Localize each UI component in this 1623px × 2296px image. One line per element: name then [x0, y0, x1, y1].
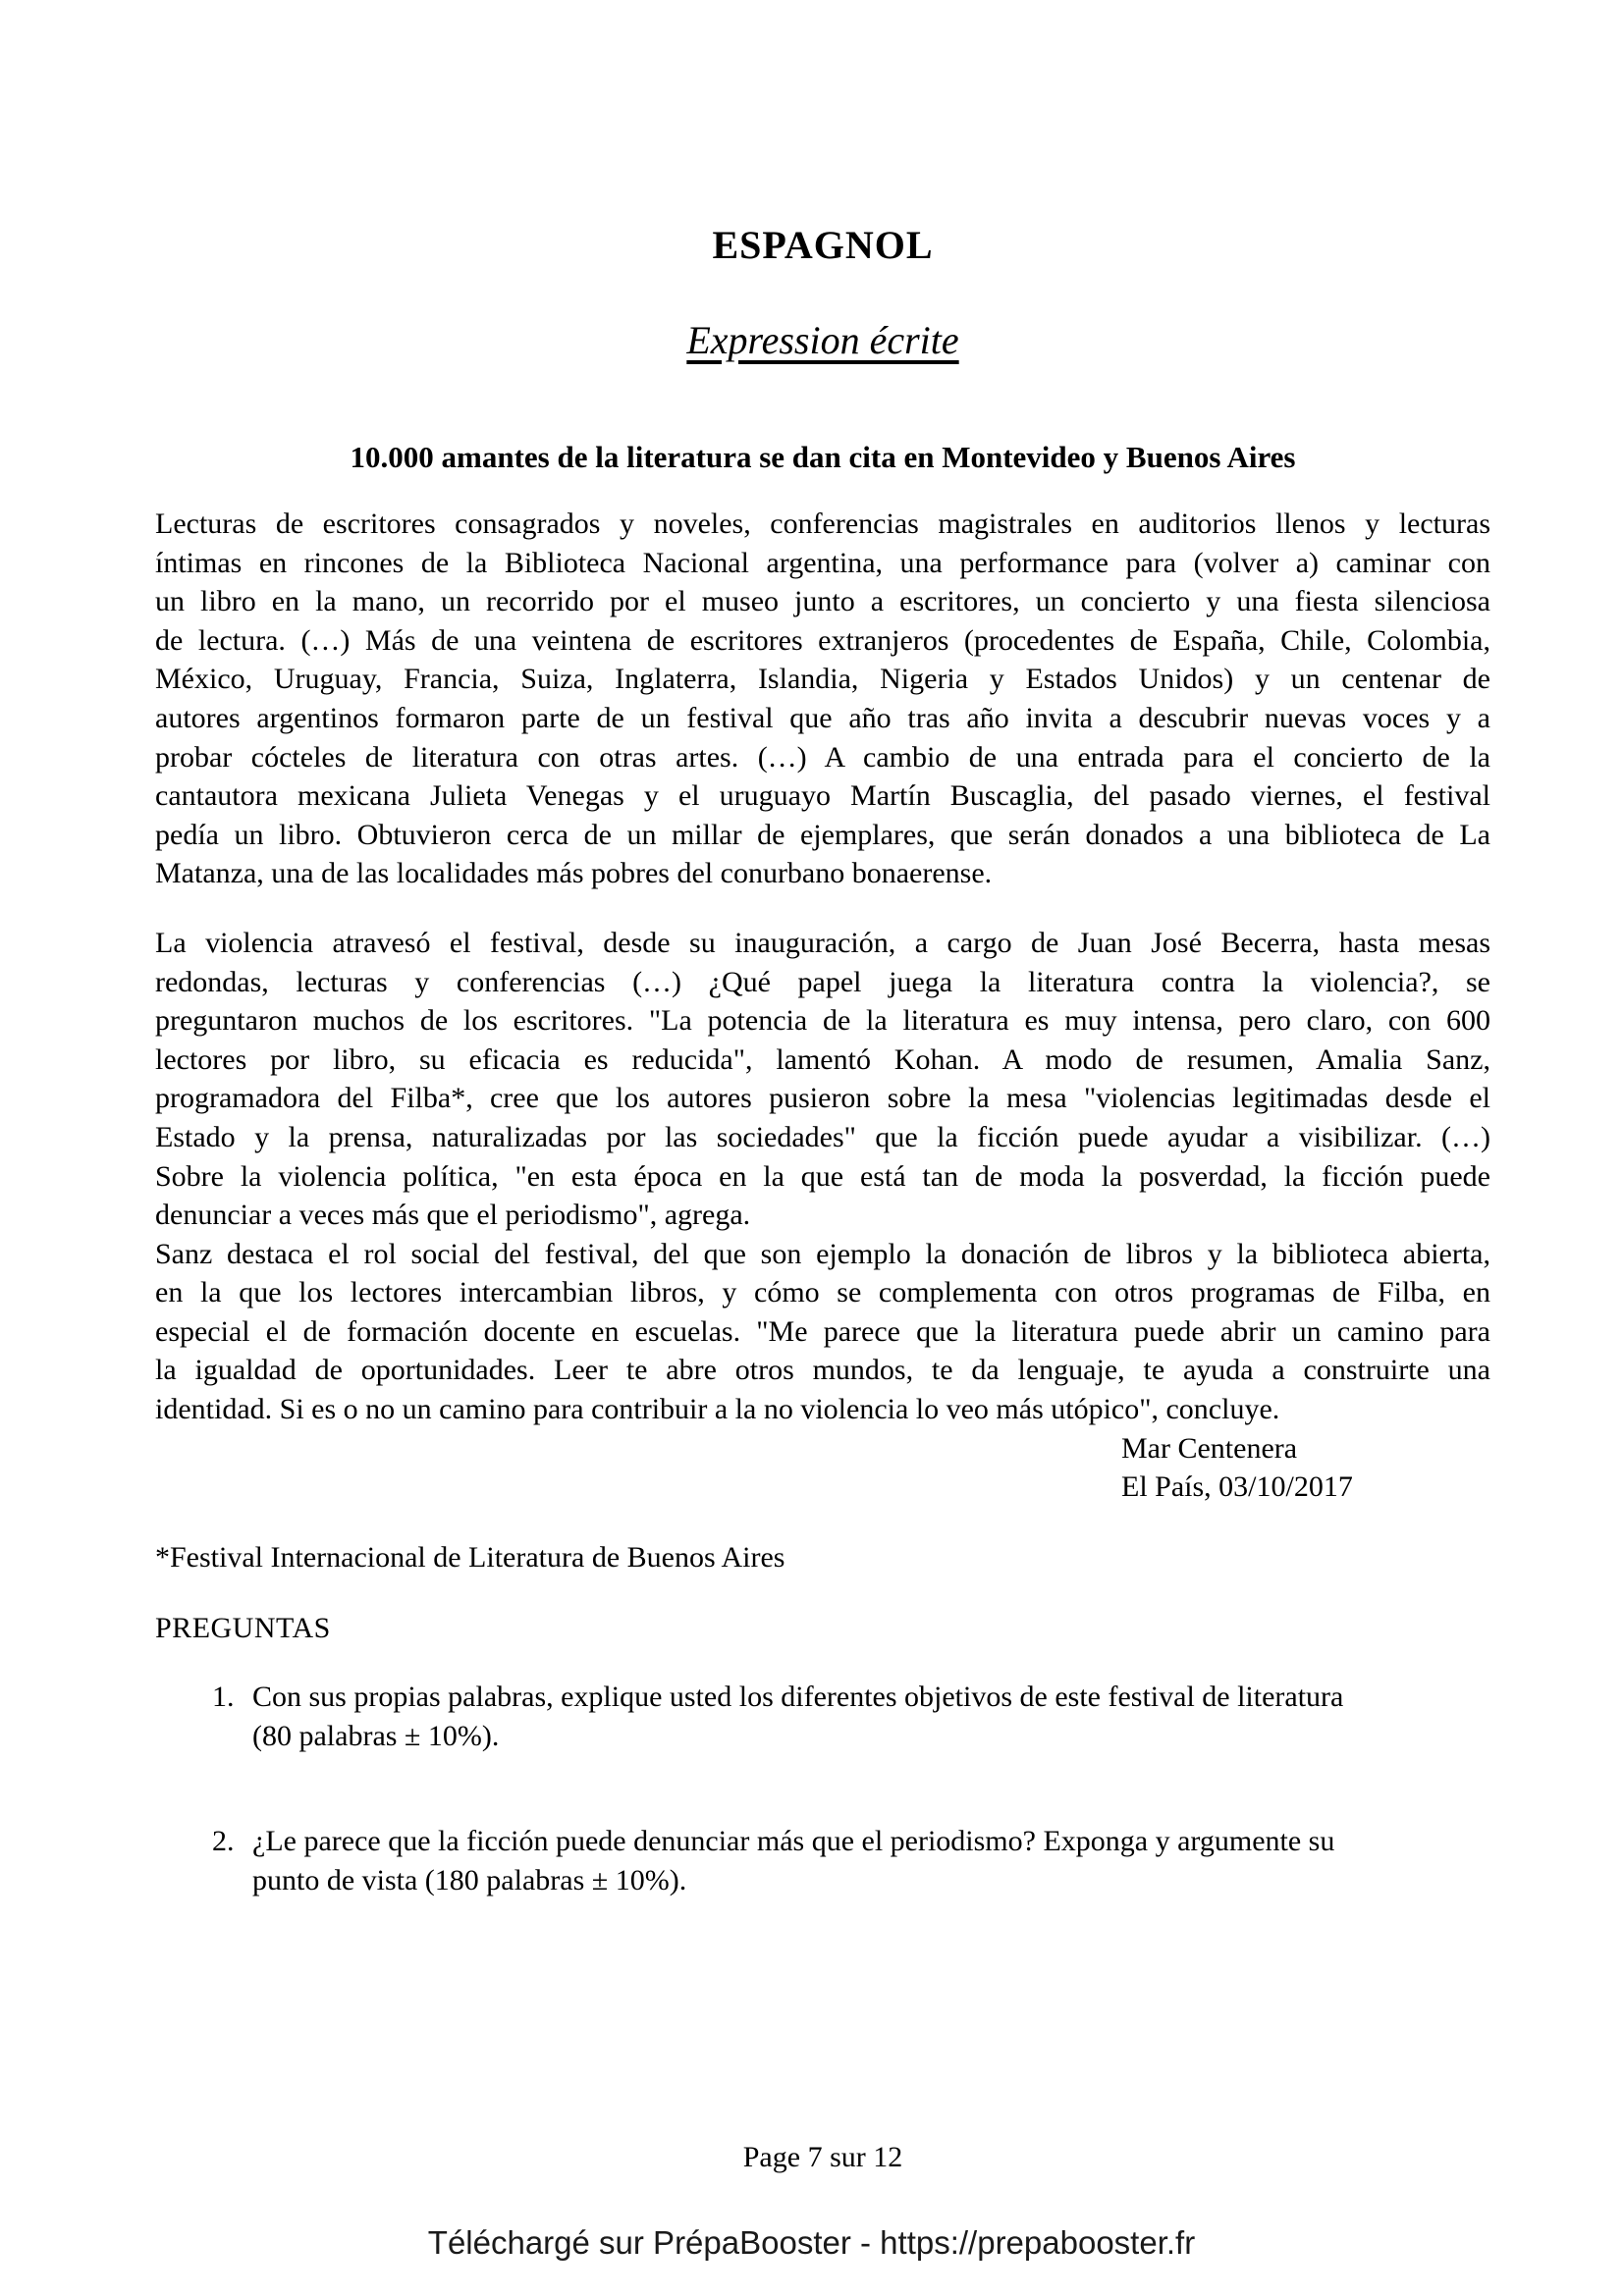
- question-item-1: [155, 1678, 1490, 1755]
- text-line: denunciar a veces más que el periodismo", agrega.: [155, 1199, 751, 1232]
- page-indicator: Page 7 sur 12: [742, 2141, 903, 2173]
- article-paragraph-1: [155, 505, 1490, 893]
- text-line: (80 palabras ± 10%).: [252, 1719, 500, 1752]
- page-title: ESPAGNOL: [712, 223, 934, 267]
- byline-author: Mar Centenera: [1121, 1431, 1298, 1465]
- text-line: en la que los lectores intercambian libros, y cómo se complementa con otros programas de Filba, en: [155, 1276, 1490, 1309]
- text-line: Matanza, una de las localidades más pobres del conurbano bonaerense.: [155, 857, 993, 890]
- article-paragraph-3: [155, 1235, 1490, 1429]
- text-line: la igualdad de oportunidades. Leer te abre otros mundos, te da lenguaje, te ayuda a construirte una: [155, 1354, 1490, 1387]
- article-paragraph-2: [155, 924, 1490, 1235]
- text-line: especial el de formación docente en escuelas. "Me parece que la literatura puede abrir un camino para: [155, 1314, 1490, 1348]
- article-title: 10.000 amantes de la literatura se dan cita en Montevideo y Buenos Aires: [350, 440, 1296, 474]
- text-line: autores argentinos formaron parte de un festival que año tras año invita a descubrir nuevas voces y a: [155, 701, 1490, 734]
- text-line: un libro en la mano, un recorrido por el museo junto a escritores, un concierto y una fiesta silenciosa: [155, 585, 1490, 618]
- question-number: 2.: [212, 1825, 235, 1858]
- question-number: 1.: [212, 1681, 235, 1714]
- text-line: redondas, lecturas y conferencias (…) ¿Qué papel juega la literatura contra la violencia?, se: [155, 965, 1490, 998]
- text-line: preguntaron muchos de los escritores. "La potencia de la literatura es muy intensa, pero claro, con 600: [155, 1004, 1490, 1038]
- text-line: ¿Le parece que la ficción puede denunciar más que el periodismo? Exponga y argumente su: [252, 1825, 1335, 1858]
- text-line: punto de vista (180 palabras ± 10%).: [252, 1863, 687, 1896]
- text-line: cantautora mexicana Julieta Venegas y el uruguayo Martín Buscaglia, del pasado viernes, el festival: [155, 779, 1490, 813]
- text-line: probar cócteles de literatura con otras artes. (…) A cambio de una entrada para el concierto de la: [155, 740, 1490, 774]
- text-line: La violencia atravesó el festival, desde su inauguración, a cargo de Juan José Becerra, hasta mesas: [155, 926, 1490, 959]
- byline: [155, 1429, 1490, 1507]
- question-text: [252, 1822, 1490, 1899]
- text-line: Sanz destaca el rol social del festival, del que son ejemplo la donación de libros y la biblioteca abierta,: [155, 1237, 1490, 1270]
- text-line: identidad. Si es o no un camino para contribuir a la no violencia lo veo más utópico", concluye.: [155, 1393, 1280, 1426]
- page-subtitle: Expression écrite: [686, 318, 959, 362]
- question-text: [252, 1678, 1490, 1755]
- text-line: México, Uruguay, Francia, Suiza, Inglaterra, Islandia, Nigeria y Estados Unidos) y un centenar de: [155, 663, 1490, 696]
- text-line: pedía un libro. Obtuvieron cerca de un millar de ejemplares, que serán donados a una biblioteca de La: [155, 818, 1490, 851]
- text-line: Sobre la violencia política, "en esta época en la que está tan de moda la posverdad, la ficción puede: [155, 1159, 1490, 1193]
- text-line: lectores por libro, su eficacia es reducida", lamentó Kohan. A modo de resumen, Amalia Sanz,: [155, 1042, 1490, 1076]
- document-content: [155, 0, 1490, 1899]
- text-line: de lectura. (…) Más de una veintena de escritores extranjeros (procedentes de España, Chile, Colombia,: [155, 623, 1490, 657]
- text-line: Lecturas de escritores consagrados y noveles, conferencias magistrales en auditorios llenos y lecturas: [155, 507, 1490, 540]
- footnote: *Festival Internacional de Literatura de Buenos Aires: [155, 1540, 785, 1574]
- text-line: íntimas en rincones de la Biblioteca Nacional argentina, una performance para (volver a) caminar con: [155, 546, 1490, 579]
- byline-source: El País, 03/10/2017: [1121, 1470, 1353, 1504]
- question-item-2: [155, 1822, 1490, 1899]
- questions-heading: PREGUNTAS: [155, 1612, 331, 1645]
- text-line: Estado y la prensa, naturalizadas por las sociedades" que la ficción puede ayudar a visibilizar. (…): [155, 1120, 1490, 1153]
- text-line: Con sus propias palabras, explique usted los diferentes objetivos de este festival de literatura: [252, 1681, 1344, 1714]
- download-notice: Téléchargé sur PrépaBooster - https://prepabooster.fr: [427, 2224, 1196, 2261]
- text-line: programadora del Filba*, cree que los autores pusieron sobre la mesa "violencias legitimadas desde el: [155, 1082, 1490, 1115]
